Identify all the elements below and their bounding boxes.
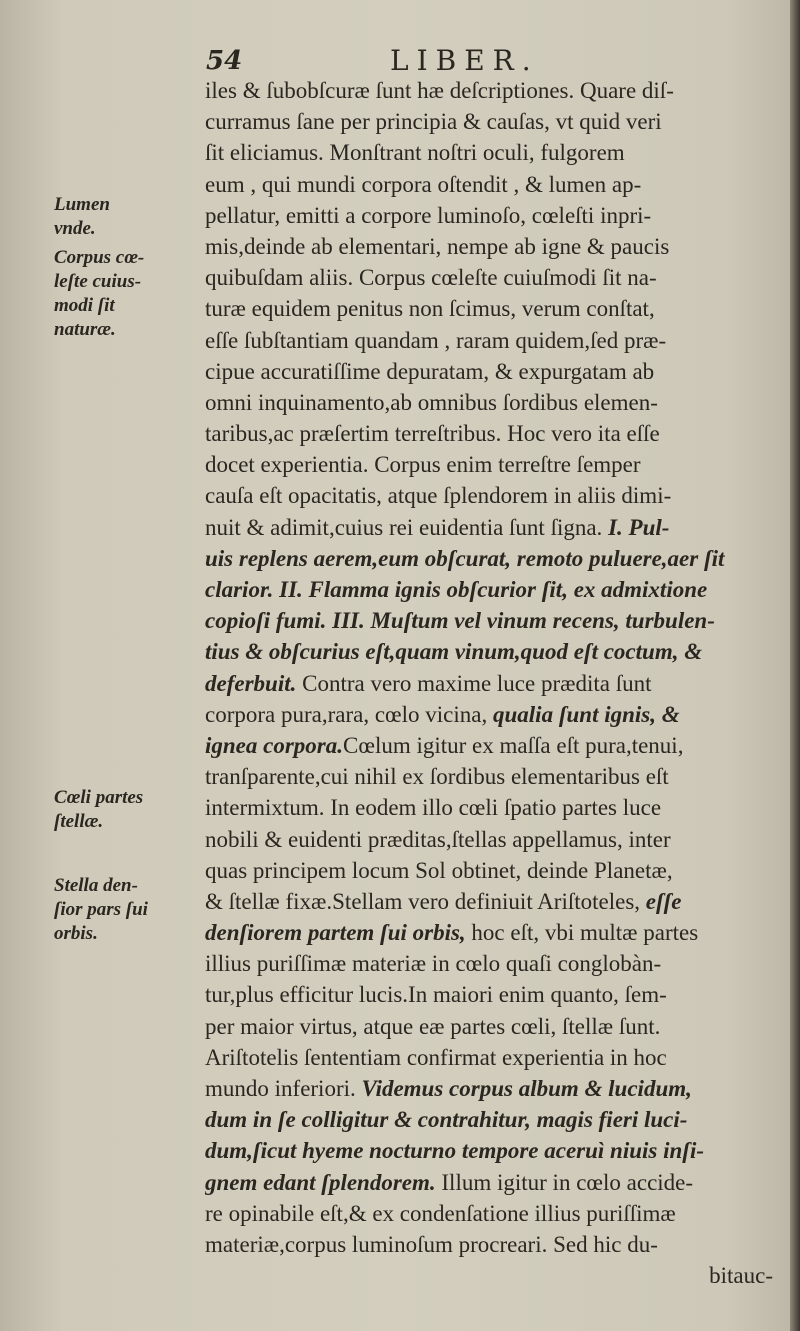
text-line <box>205 387 785 418</box>
page-number: 54 <box>206 46 243 76</box>
text-line <box>205 761 785 792</box>
text-segment: & ſtellæ fixæ.Stellam vero definiuit Ariſtoteles, <box>205 888 646 914</box>
text-segment: tranſparente,cui nihil ex ſordibus elementaribus eſt <box>205 764 669 790</box>
text-line <box>205 1042 785 1073</box>
text-line <box>205 886 785 917</box>
text-segment: cauſa eſt opacitatis, atque ſplendorem in aliis dimi- <box>205 483 672 509</box>
text-segment: ſit eliciamus. Monſtrant noſtri oculi, fulgorem <box>205 140 625 166</box>
running-head: LIBER. <box>390 44 539 77</box>
text-line <box>205 1011 785 1042</box>
text-line <box>205 792 785 823</box>
text-line <box>205 137 785 168</box>
italic-segment: deferbuit. <box>205 670 297 696</box>
text-line <box>205 325 785 356</box>
text-line <box>205 75 785 106</box>
text-segment: quas principem locum Sol obtinet, deinde Planetæ, <box>205 857 673 883</box>
margin-note-coeli-partes: Cœli partes ſtellæ. <box>54 787 144 832</box>
italic-segment: tius & obſcurius eſt,quam vinum,quod eſt coctum, & <box>205 639 703 665</box>
italic-segment: uis replens aerem,eum obſcurat, remoto puluere,aer ſit <box>205 545 725 571</box>
text-line <box>205 605 785 636</box>
text-line <box>205 106 785 137</box>
text-segment: bitauc- <box>709 1263 773 1289</box>
text-line <box>205 1104 785 1135</box>
text-segment: cipue accuratiſſime depuratam, & expurgatam ab <box>205 358 655 384</box>
text-line <box>205 730 785 761</box>
text-segment: quibuſdam aliis. Corpus cœleſte cuiuſmodi ſit na- <box>205 265 657 291</box>
text-segment: curramus ſane per principia & cauſas, vt quid veri <box>205 109 662 135</box>
italic-segment: denſiorem partem ſui orbis, <box>205 920 466 946</box>
text-line <box>205 480 785 511</box>
text-segment: re opinabile eſt,& ex condenſatione illius puriſſimæ <box>205 1200 676 1226</box>
italic-segment: dum in ſe colligitur & contrahitur, magis fieri luci- <box>205 1107 688 1133</box>
text-line <box>205 668 785 699</box>
italic-segment: dum,ſicut hyeme nocturno tempore aceruì niuis inſi- <box>205 1138 705 1164</box>
margin-note-corpus: Corpus cœ- leſte cuius- modi ſit naturæ. <box>54 247 145 340</box>
text-segment: mis,deinde ab elementari, nempe ab igne & paucis <box>205 233 670 259</box>
text-line <box>205 917 785 948</box>
text-line <box>205 1260 785 1291</box>
text-segment: omni inquinamento,ab omnibus ſordibus elemen- <box>205 389 658 415</box>
text-line <box>205 979 785 1010</box>
text-segment: illius puriſſimæ materiæ in cœlo quaſi conglobàn- <box>205 951 662 977</box>
italic-segment: gnem edant ſplendorem. <box>205 1169 436 1195</box>
text-segment: tur,plus efficitur lucis.In maiori enim quanto, ſem- <box>205 982 667 1008</box>
text-line <box>205 169 785 200</box>
text-line <box>205 356 785 387</box>
text-segment: per maior virtus, atque eæ partes cœli, ſtellæ ſunt. <box>205 1013 661 1039</box>
text-line <box>205 1167 785 1198</box>
text-line <box>205 293 785 324</box>
text-segment: taribus,ac præſertim terreſtribus. Hoc vero ita eſſe <box>205 421 660 447</box>
text-segment: corpora pura,rara, cœlo vicina, <box>205 701 493 727</box>
italic-segment: copioſi fumi. III. Muſtum vel vinum recens, turbulen- <box>205 608 715 634</box>
text-line <box>205 543 785 574</box>
text-segment: eſſe ſubſtantiam quandam , raram quidem,ſed præ- <box>205 327 667 353</box>
text-line <box>205 200 785 231</box>
text-segment: intermixtum. In eodem illo cœli ſpatio partes luce <box>205 795 662 821</box>
italic-segment: qualia ſunt ignis, & <box>493 701 680 727</box>
margin-note-lumen: Lumen vnde. <box>54 194 110 239</box>
page-edge-shadow <box>790 0 800 1331</box>
text-line <box>205 1198 785 1229</box>
text-segment: docet experientia. Corpus enim terreſtre ſemper <box>205 452 641 478</box>
text-line <box>205 418 785 449</box>
text-line <box>205 1229 785 1260</box>
text-segment: Ariſtotelis ſententiam confirmat experientia in hoc <box>205 1044 667 1070</box>
text-line <box>205 1073 785 1104</box>
italic-segment: Videmus corpus album & lucidum, <box>361 1076 692 1101</box>
text-line <box>205 231 785 262</box>
italic-segment: I. Pul- <box>608 514 670 540</box>
text-segment: mundo inferiori. <box>205 1076 362 1101</box>
text-segment: nuit & adimit,cuius rei euidentia ſunt ſigna. <box>205 514 609 540</box>
text-line <box>205 1135 785 1166</box>
text-line <box>205 574 785 605</box>
text-line <box>205 948 785 979</box>
text-segment: materiæ,corpus luminoſum procreari. Sed hic du- <box>205 1231 658 1257</box>
italic-segment: eſſe <box>645 888 682 914</box>
text-line <box>205 262 785 293</box>
text-segment: pellatur, emitti a corpore luminoſo, cœleſti inpri- <box>205 202 652 228</box>
body-text <box>205 75 785 1291</box>
text-segment: nobili & euidenti præditas,ſtellas appellamus, inter <box>205 826 671 852</box>
text-segment: Illum igitur in cœlo accide- <box>435 1169 694 1195</box>
margin-note-stella: Stella den- ſior pars ſui orbis. <box>54 875 148 944</box>
text-line <box>205 636 785 667</box>
text-segment: eum , qui mundi corpora oſtendit , & lumen ap- <box>205 171 642 197</box>
text-line <box>205 449 785 480</box>
text-line <box>205 699 785 730</box>
text-line <box>205 512 785 543</box>
text-line <box>205 824 785 855</box>
text-segment: hoc eſt, vbi multæ partes <box>465 920 699 946</box>
text-segment: Contra vero maxime luce prædita ſunt <box>296 670 652 696</box>
text-line <box>205 855 785 886</box>
italic-segment: clarior. II. Flamma ignis obſcurior ſit, ex admixtione <box>205 577 708 602</box>
text-segment: turæ equidem penitus non ſcimus, verum conſtat, <box>205 296 655 322</box>
italic-segment: ignea corpora. <box>205 732 343 758</box>
text-segment: Cœlum igitur ex maſſa eſt pura,tenui, <box>343 732 684 758</box>
text-segment: iles & ſubobſcuræ ſunt hæ deſcriptiones. Quare diſ- <box>205 78 674 103</box>
